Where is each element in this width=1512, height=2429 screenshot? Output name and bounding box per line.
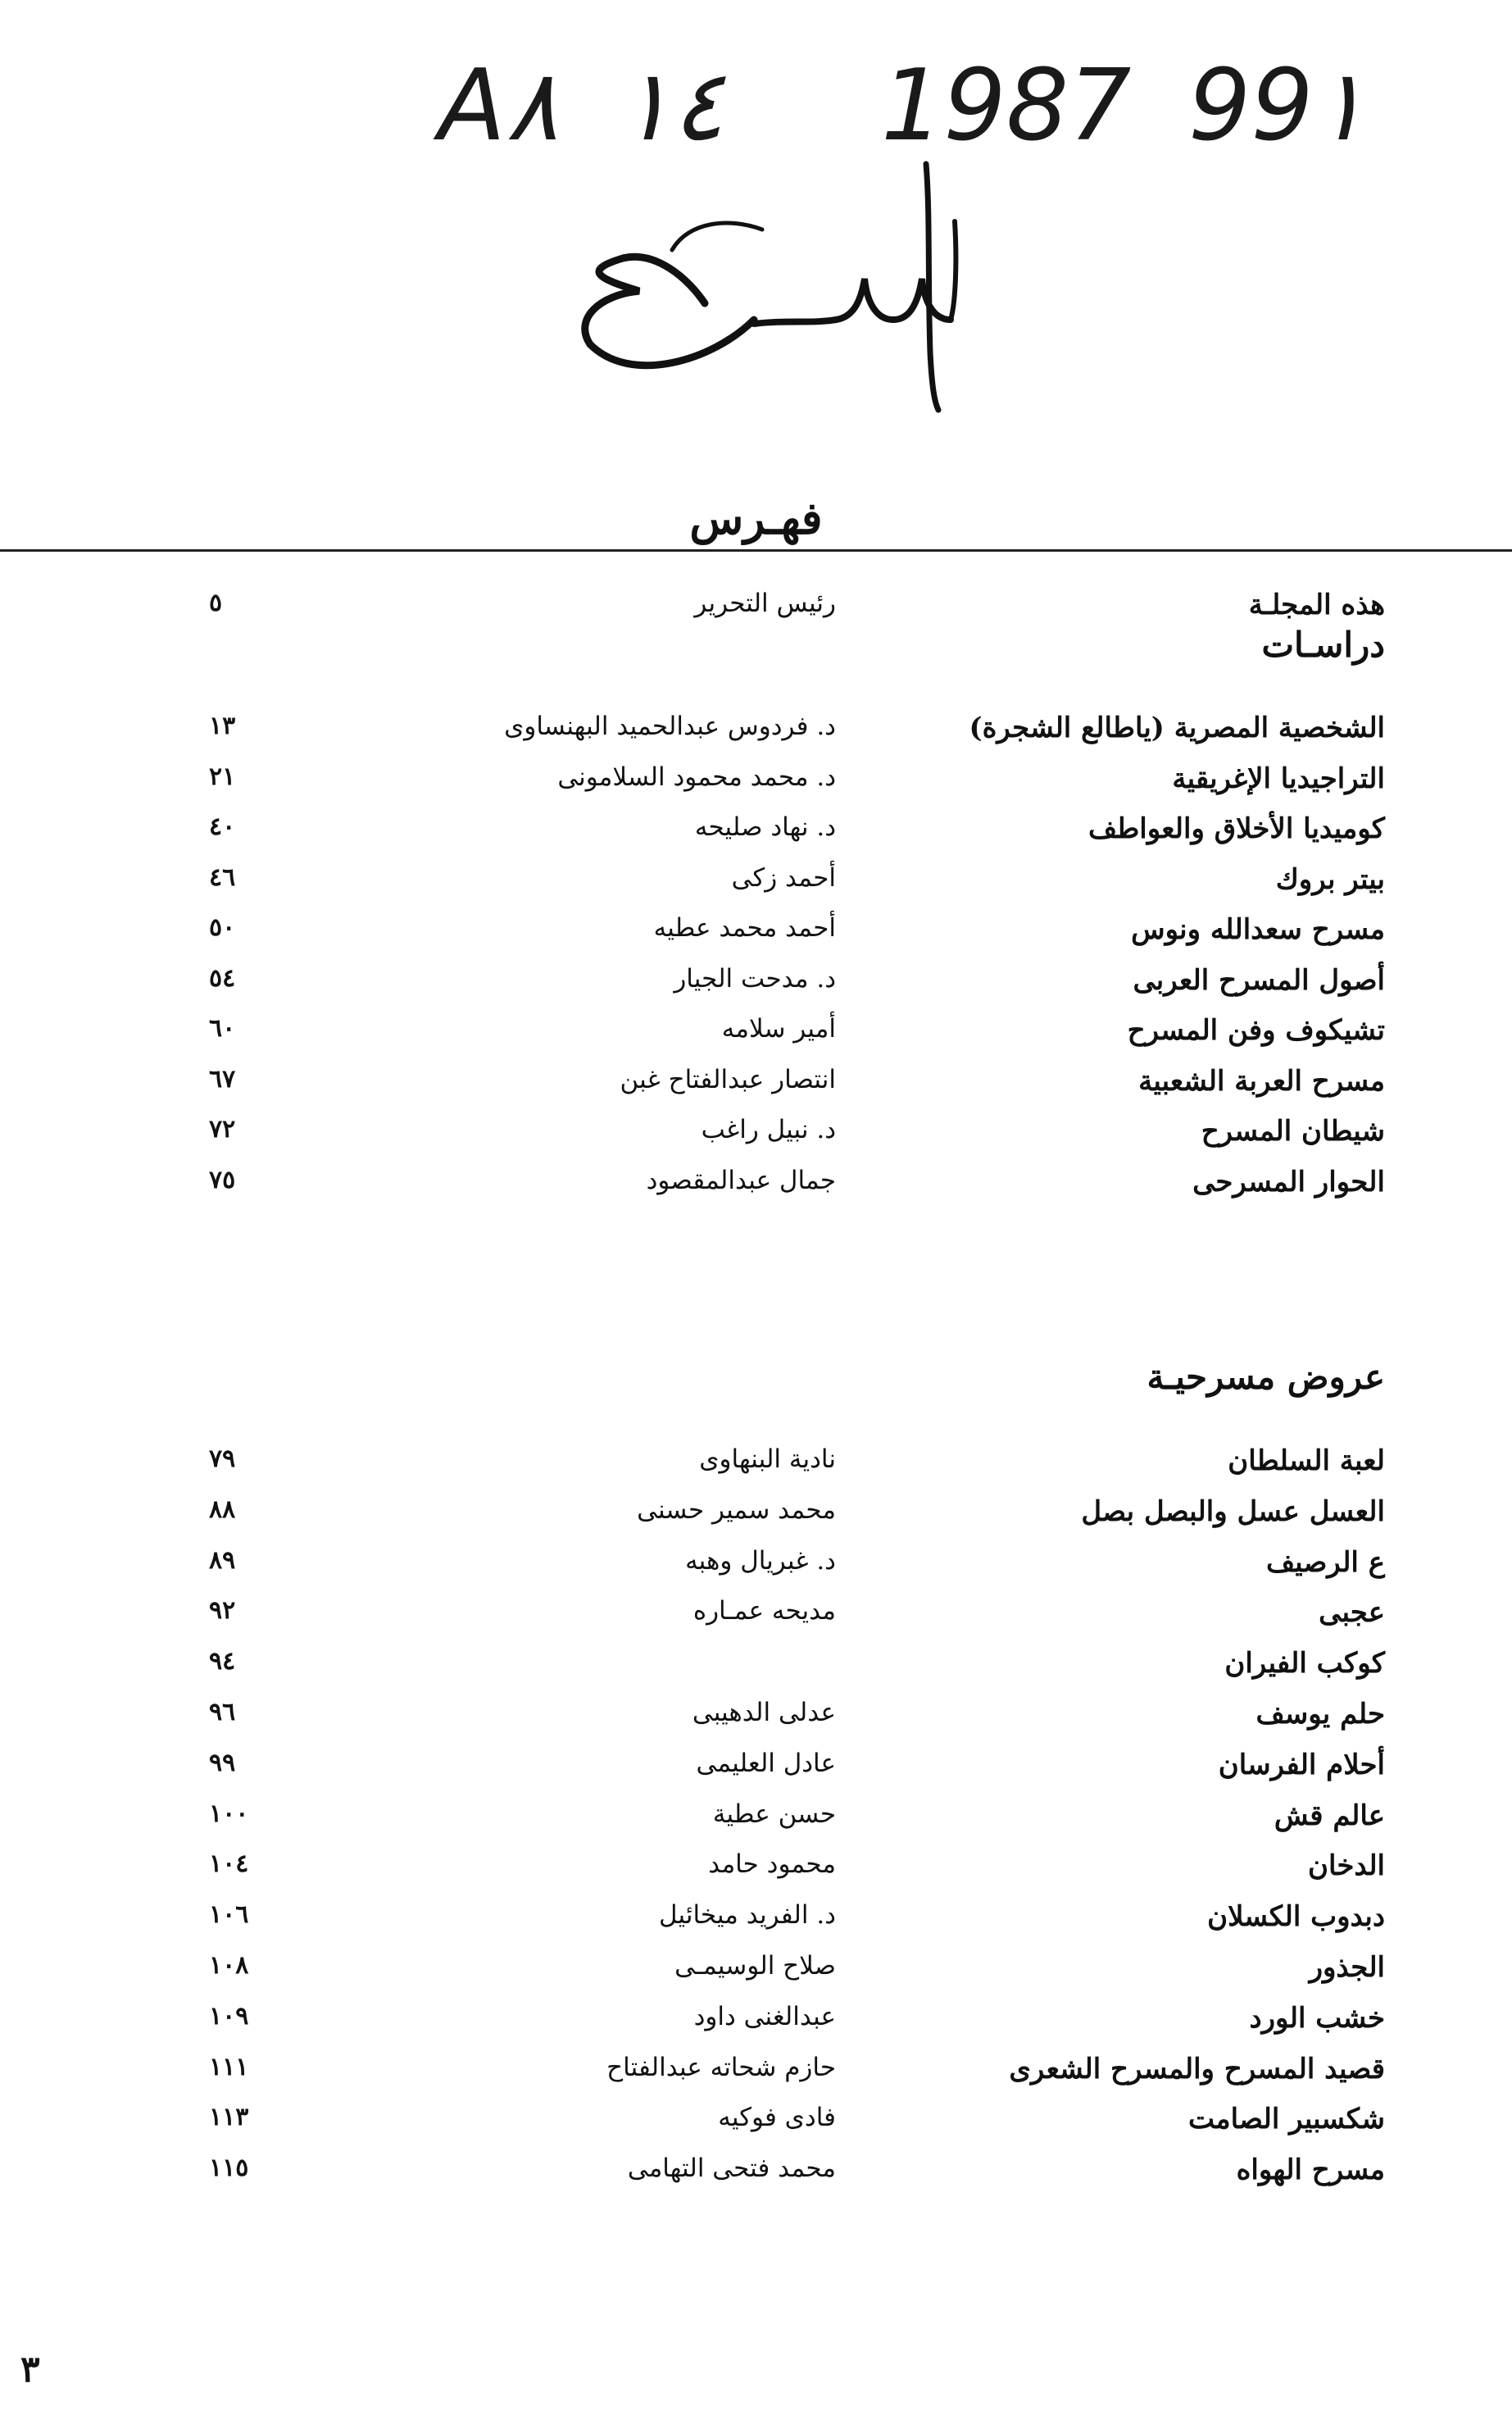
toc-item-page: ٧٥ (209, 1165, 236, 1194)
toc-item-page: ٦٠ (209, 1014, 236, 1043)
toc-item-author: أحمد زكى (731, 862, 836, 893)
toc-row (0, 1596, 1512, 1645)
toc-item-title: الجذور (1309, 1951, 1385, 1984)
toc-item-author: عبدالغنى داود (693, 2001, 836, 2031)
toc-row (0, 1849, 1512, 1899)
toc-item-title: مسرح الهواه (1236, 2154, 1385, 2187)
toc-item-author: د. مدحت الجيار (674, 963, 836, 994)
toc-item-title: هذه المجلـة (1248, 589, 1385, 621)
toc-row (0, 1115, 1512, 1164)
toc-row (0, 762, 1512, 812)
toc-item-title: دبدوب الكسلان (1207, 1900, 1385, 1934)
toc-item-title: الشخصية المصرية (ياطالع الشجرة) (969, 712, 1385, 744)
toc-row (0, 1799, 1512, 1849)
toc-row (0, 2002, 1512, 2051)
toc-item-author: صلاح الوسيمـى (674, 1951, 836, 1981)
toc-item-page: ١١١ (209, 2052, 249, 2081)
toc-item-page: ٦٧ (209, 1064, 236, 1094)
header-divider (0, 549, 1512, 552)
toc-item-author: انتصار عبدالفتاح غبن (620, 1064, 836, 1094)
toc-item-title: خشب الورد (1249, 2001, 1385, 2035)
toc-item-page: ١١٥ (209, 2154, 249, 2183)
toc-item-title: الحوار المسرحى (1192, 1165, 1385, 1199)
toc-row (0, 2154, 1512, 2203)
handwritten-note-1: A٨ (438, 49, 559, 163)
toc-item-author: حازم شحاته عبدالفتاح (606, 2052, 836, 2082)
toc-row (0, 1749, 1512, 1798)
toc-item-page: ٩٩ (209, 1748, 236, 1777)
toc-row (0, 863, 1512, 912)
toc-row (0, 1444, 1512, 1494)
toc-item-page: ٩٢ (209, 1596, 236, 1626)
handwritten-note-2: ١٤ (619, 49, 724, 163)
toc-title: فهـرس (689, 492, 823, 544)
toc-item-author: رئيس التحرير (694, 589, 836, 618)
toc-item-page: ٥ (209, 589, 223, 617)
section-heading-shows: عروض مسرحيـة (1146, 1357, 1385, 1397)
toc-item-page: ١٠٤ (209, 1849, 249, 1879)
toc-row (0, 1014, 1512, 1063)
section-heading-studies: دراسـات (1261, 625, 1385, 665)
toc-item-page: ٨٨ (209, 1494, 236, 1524)
toc-row (0, 1647, 1512, 1696)
toc-item-page: ٨٩ (209, 1545, 236, 1575)
toc-row (0, 913, 1512, 962)
toc-item-title: حلم يوسف (1255, 1698, 1385, 1731)
toc-item-title: أحلام الفرسان (1218, 1748, 1385, 1781)
toc-item-title: تشيكوف وفن المسرح (1127, 1014, 1385, 1047)
toc-item-author: نادية البنهاوى (699, 1444, 836, 1474)
toc-row (0, 1951, 1512, 2000)
toc-row (0, 712, 1512, 761)
toc-row (0, 2053, 1512, 2102)
toc-item-title: مسرح سعدالله ونوس (1131, 913, 1385, 946)
toc-row (0, 1546, 1512, 1595)
toc-item-author: أمير سلامه (721, 1014, 836, 1044)
toc-item-title: عالم قش (1274, 1799, 1385, 1832)
toc-row (0, 1166, 1512, 1215)
toc-item-page: ٤٠ (209, 812, 236, 841)
toc-item-author: عادل العليمى (696, 1748, 836, 1778)
toc-item-title: ع الرصيف (1265, 1545, 1385, 1579)
toc-row (0, 812, 1512, 862)
toc-item-author: د. نبيل راغب (701, 1115, 836, 1144)
toc-item-title: شكسبير الصامت (1188, 2103, 1385, 2136)
toc-item-author: عدلى الدهيبى (692, 1698, 836, 1727)
handwritten-note-4: 99١ (1188, 49, 1367, 163)
toc-row (0, 2103, 1512, 2152)
toc-item-title: شيطان المسرح (1201, 1115, 1385, 1148)
toc-item-title: عجبى (1319, 1596, 1385, 1630)
toc-item-author: د. نهاد صليحه (694, 812, 836, 842)
toc-item-author: أحمد محمد عطيه (653, 913, 836, 943)
toc-item-page: ٩٦ (209, 1698, 236, 1726)
masthead-logo (565, 115, 992, 418)
toc-item-page: ٥٤ (209, 963, 236, 993)
toc-item-page: ٥٠ (209, 913, 236, 942)
toc-item-page: ١٠٦ (209, 1900, 249, 1930)
toc-item-page: ٢١ (209, 762, 236, 791)
toc-item-author: د. فردوس عبدالحميد البهنساوى (504, 712, 836, 741)
toc-item-page: ١٣ (209, 712, 236, 740)
toc-item-page: ٧٩ (209, 1444, 236, 1473)
toc-item-title: كوكب الفيران (1224, 1647, 1385, 1681)
toc-item-title: كوميديا الأخلاق والعواطف (1088, 812, 1385, 845)
toc-item-title: أصول المسرح العربى (1133, 963, 1385, 997)
toc-row (0, 964, 1512, 1013)
toc-item-author: مديحه عمـاره (692, 1596, 836, 1626)
toc-item-author: محمد فتحى التهامى (627, 2154, 836, 2184)
toc-item-author: د. الفريد ميخائيل (659, 1900, 836, 1931)
toc-item-page: ٧٢ (209, 1115, 236, 1144)
toc-item-title: الدخان (1308, 1849, 1385, 1883)
toc-item-title: مسرح العربة الشعبية (1138, 1064, 1385, 1098)
toc-item-author: د. محمد محمود السلامونى (557, 762, 836, 792)
toc-item-title: قصيد المسرح والمسرح الشعرى (1009, 2052, 1385, 2086)
toc-row (0, 1495, 1512, 1544)
toc-row (0, 1900, 1512, 1949)
toc-item-author: فادى فوكيه (718, 2103, 836, 2133)
toc-item-title: بيتر بروك (1275, 862, 1385, 896)
toc-item-title: العسل عسل والبصل بصل (1081, 1494, 1385, 1528)
toc-item-title: لعبة السلطان (1228, 1444, 1385, 1477)
toc-item-page: ١٠٨ (209, 1951, 249, 1980)
toc-item-page: ٤٦ (209, 862, 236, 892)
toc-row (0, 1065, 1512, 1114)
toc-item-page: ٩٤ (209, 1647, 236, 1676)
toc-item-author: محمود حامد (708, 1849, 836, 1880)
toc-item-author: جمال عبدالمقصود (646, 1165, 836, 1195)
toc-item-page: ١١٣ (209, 2103, 249, 2132)
toc-item-page: ١٠٩ (209, 2001, 249, 2031)
toc-row (0, 1698, 1512, 1747)
page-number: ٣ (20, 2349, 40, 2390)
toc-item-page: ١٠٠ (209, 1799, 249, 1828)
toc-item-author: د. غبريال وهبه (685, 1545, 836, 1576)
toc-item-title: التراجيديا الإغريقية (1172, 762, 1385, 795)
handwritten-note-3: 1987 (881, 49, 1132, 163)
toc-item-author: حسن عطية (712, 1799, 836, 1829)
toc-item-author: محمد سمير حسنى (637, 1494, 836, 1525)
